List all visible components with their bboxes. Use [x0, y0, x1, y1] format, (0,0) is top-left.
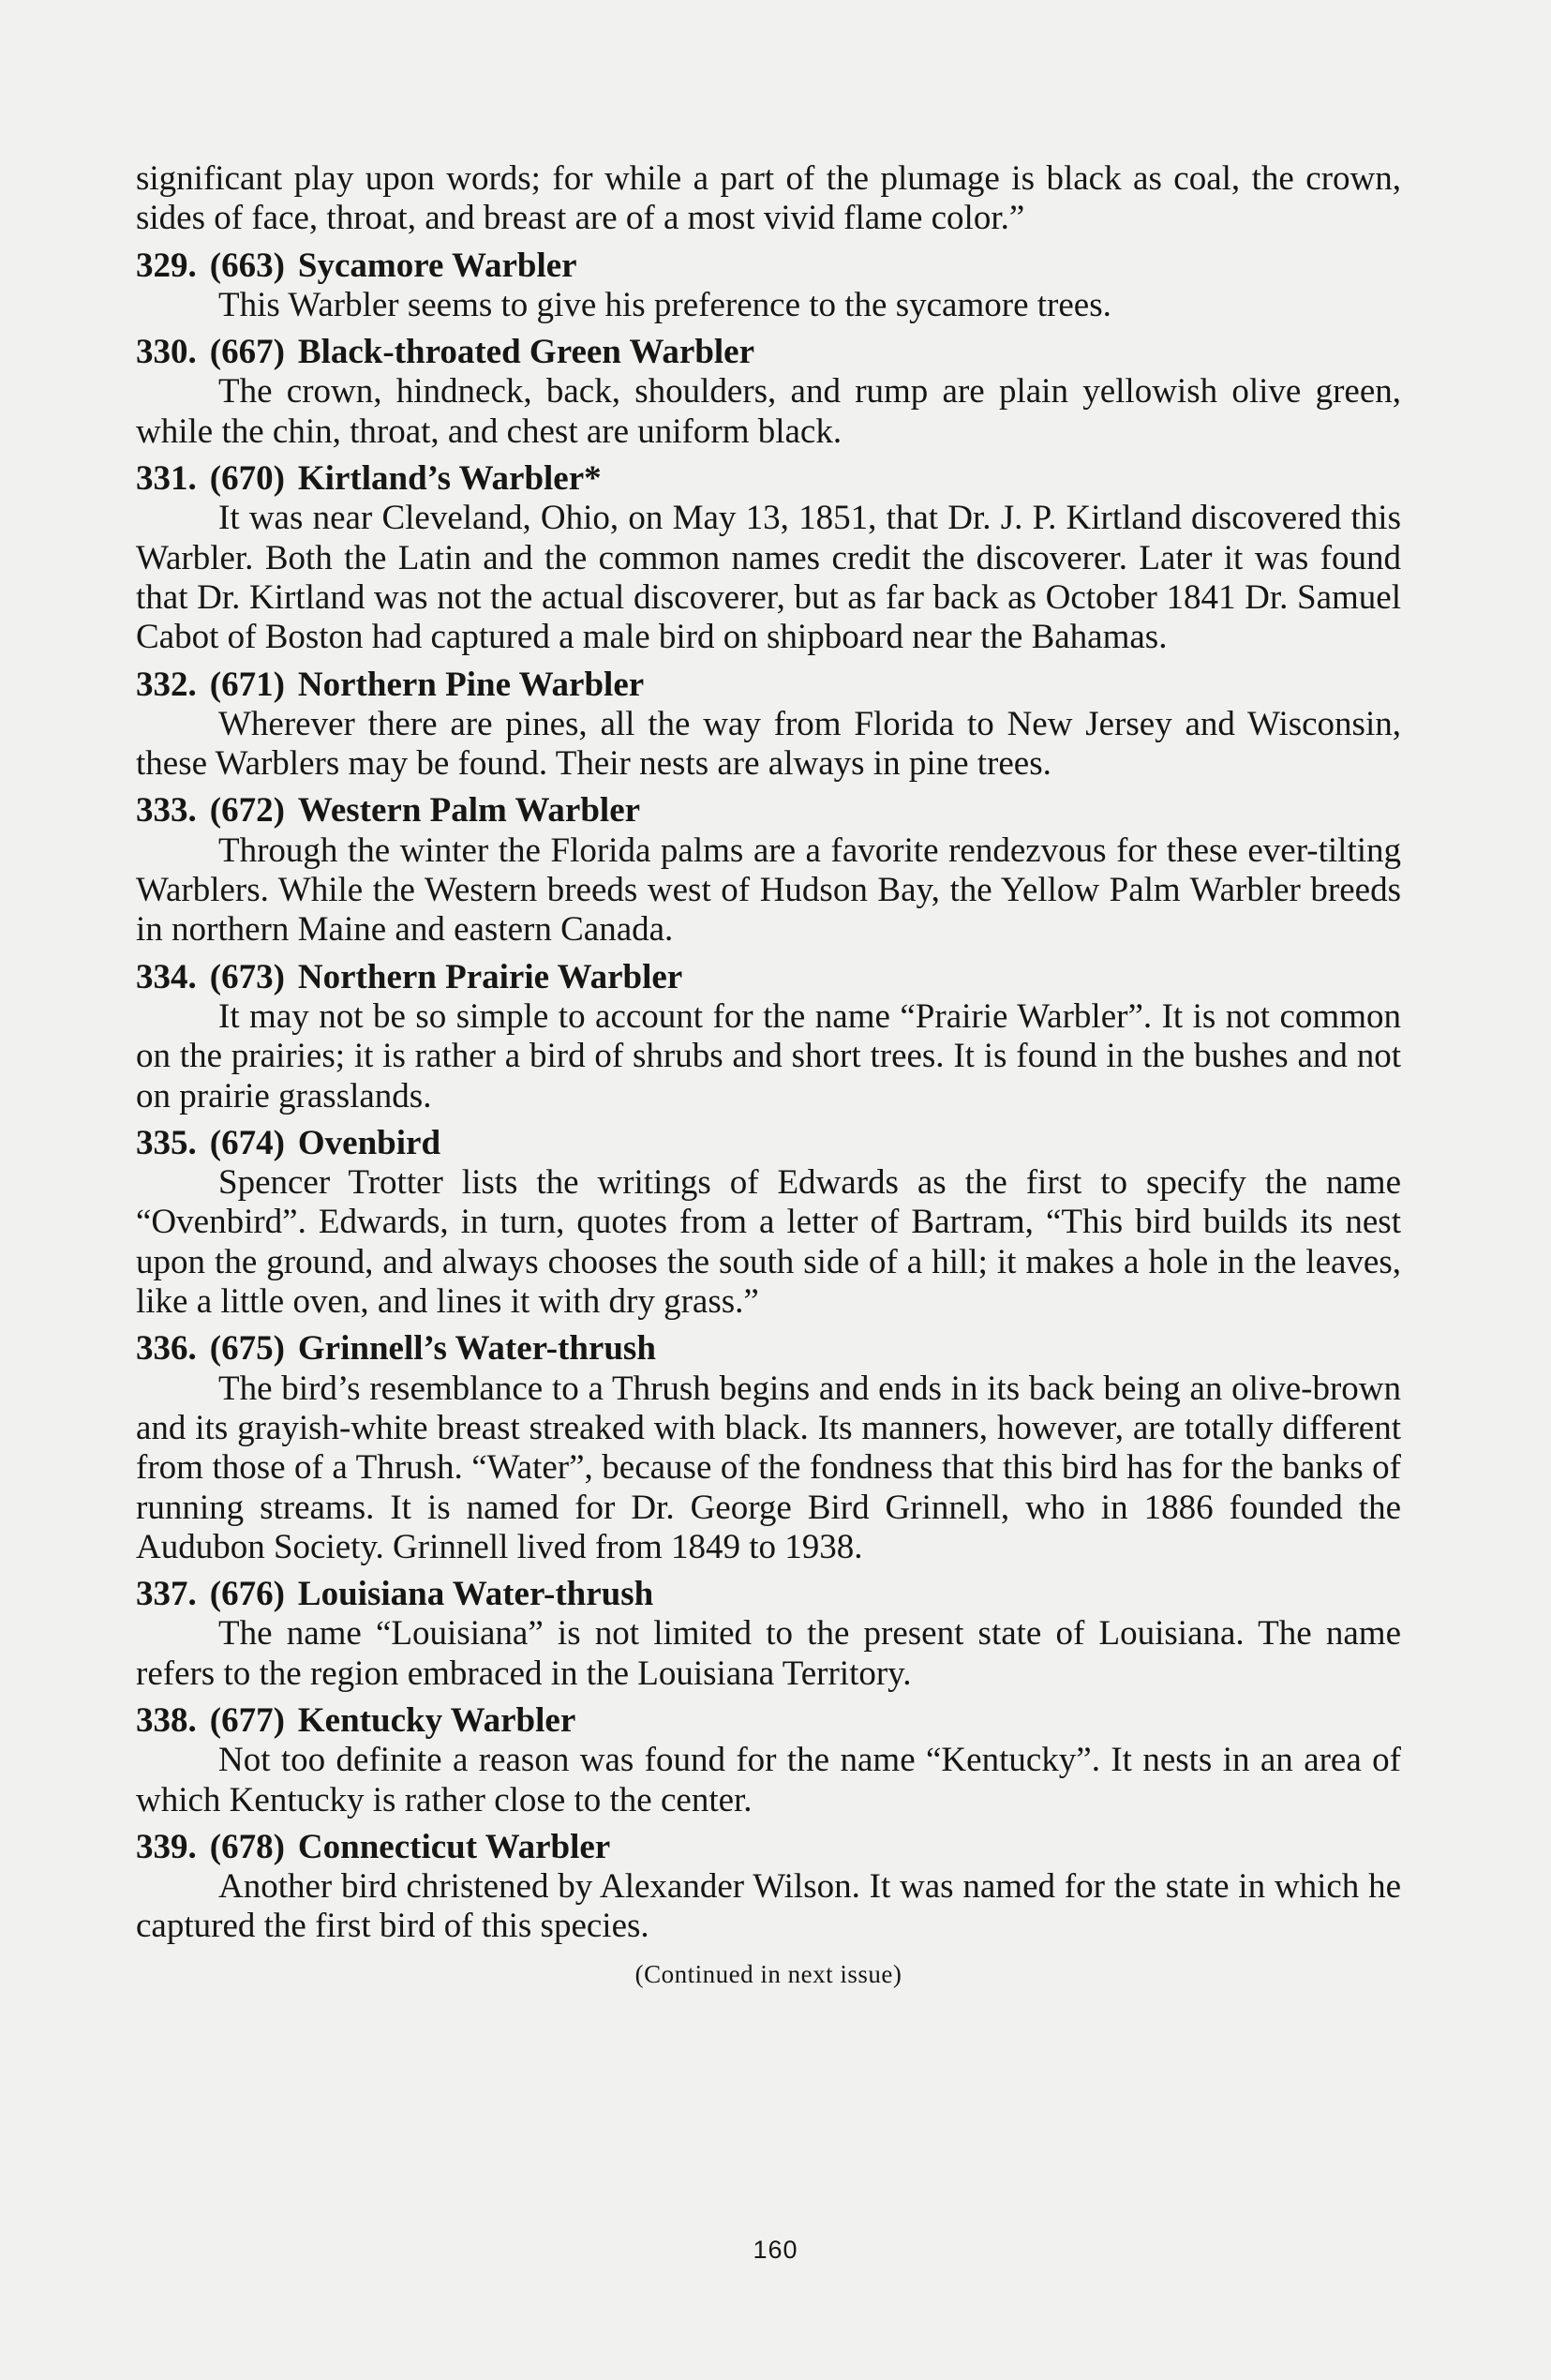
- entry-number: 338.: [136, 1700, 197, 1740]
- entry-code: (667): [209, 333, 285, 372]
- entry-number: 329.: [136, 246, 197, 285]
- entry-name: Connecticut Warbler: [297, 1827, 611, 1866]
- entry-number: 337.: [136, 1575, 197, 1614]
- entry-code: (670): [209, 459, 285, 499]
- entry-name: Kentucky Warbler: [297, 1700, 576, 1740]
- entry-text: It may not be so simple to account for the name “Prairie Warbler”. It is not common on the prairies; it is rather a bird of shrubs and short trees. It is found in the bushes and not on prairie grasslands.: [136, 996, 1401, 1115]
- entry-name: Kirtland’s Warbler*: [297, 459, 602, 499]
- entry-code: (673): [209, 957, 285, 996]
- entry-name: Grinnell’s Water-thrush: [297, 1329, 656, 1369]
- entry-329: [136, 247, 1401, 326]
- entry-text: It was near Cleveland, Ohio, on May 13, 1851, that Dr. J. P. Kirtland discovered this Warbler. Both the Latin and the common names credit the discoverer. Later it was found that Dr. Kirtland was not the actual discoverer, but as far back as October 1841 Dr. Samuel Cabot of Boston had captured a male bird on shipboard near the Bahamas.: [136, 499, 1401, 657]
- entry-code: (676): [209, 1575, 285, 1614]
- entry-338: [136, 1701, 1401, 1820]
- entry-code: (678): [209, 1827, 285, 1866]
- entry-number: 332.: [136, 665, 197, 704]
- entry-code: (672): [209, 791, 285, 831]
- entry-331: [136, 459, 1401, 657]
- entry-heading: [136, 791, 1401, 831]
- entry-name: Northern Prairie Warbler: [297, 957, 683, 996]
- entry-code: (663): [209, 246, 285, 285]
- page-number: 160: [753, 2236, 798, 2264]
- entry-number: 335.: [136, 1123, 197, 1162]
- entry-339: [136, 1828, 1401, 1947]
- entry-number: 333.: [136, 791, 197, 831]
- entry-text: Not too definite a reason was found for the name “Kentucky”. It nests in an area of which Kentucky is rather close to the center.: [136, 1741, 1401, 1819]
- entry-text: The crown, hindneck, back, shoulders, and rump are plain yellowish olive green, while the chin, throat, and chest are uniform black.: [136, 372, 1401, 451]
- article-body: [136, 159, 1401, 1994]
- entry-heading: [136, 333, 1401, 372]
- entry-334: [136, 958, 1401, 1116]
- entry-number: 330.: [136, 333, 197, 372]
- entry-heading: [136, 1828, 1401, 1867]
- continued-note: (Continued in next issue): [634, 1959, 902, 1988]
- entry-text: Wherever there are pines, all the way from Florida to New Jersey and Wisconsin, these Warblers may be found. Their nests are always in pine trees.: [136, 704, 1401, 784]
- entry-name: Sycamore Warbler: [297, 246, 577, 285]
- entry-337: [136, 1575, 1401, 1694]
- entry-text: Through the winter the Florida palms are a favorite rendezvous for these ever-tilting Warblers. While the Western breeds west of Hudson Bay, the Yellow Palm Warbler breeds in northern Maine and eastern Canada.: [136, 831, 1401, 950]
- entry-335: [136, 1124, 1401, 1322]
- entry-heading: [136, 1329, 1401, 1369]
- entry-name: Ovenbird: [297, 1123, 441, 1162]
- entry-name: Louisiana Water-thrush: [297, 1575, 654, 1614]
- entry-333: [136, 791, 1401, 950]
- entry-name: Western Palm Warbler: [297, 791, 641, 831]
- entry-number: 336.: [136, 1329, 197, 1369]
- entry-text: The bird’s resemblance to a Thrush begins and ends in its back being an olive-brown and its grayish-white breast streaked with black. Its manners, however, are totally different from those of a Thrush. “Water”, because of the fondness that this bird has for the banks of running streams. It is named for Dr. George Bird Grinnell, who in 1886 founded the Audubon Society. Grinnell lived from 1849 to 1938.: [136, 1369, 1401, 1566]
- entry-text: Spencer Trotter lists the writings of Edwards as the first to specify the name “Ovenbird”. Edwards, in turn, quotes from a letter of Bartram, “This bird builds its nest upon the ground, and always chooses the south side of a hill; it makes a hole in the leaves, like a little oven, and lines it with dry grass.”: [136, 1163, 1401, 1322]
- entry-heading: [136, 1575, 1401, 1614]
- entry-heading: [136, 459, 1401, 499]
- entry-code: (675): [209, 1329, 285, 1369]
- entry-332: [136, 666, 1401, 785]
- entry-330: [136, 333, 1401, 452]
- entry-number: 331.: [136, 459, 197, 499]
- entry-text: The name “Louisiana” is not limited to the present state of Louisiana. The name refers to the region embraced in the Louisiana Territory.: [136, 1614, 1401, 1693]
- entry-heading: [136, 1701, 1401, 1741]
- entry-number: 339.: [136, 1827, 197, 1866]
- entry-number: 334.: [136, 957, 197, 996]
- entry-text: Another bird christened by Alexander Wilson. It was named for the state in which he captured the first bird of this species.: [136, 1867, 1401, 1946]
- intro-paragraph: significant play upon words; for while a part of the plumage is black as coal, the crown, sides of face, throat, and breast are of a most vivid flame color.”: [136, 159, 1401, 238]
- entry-text: This Warbler seems to give his preference to the sycamore trees.: [218, 285, 1111, 324]
- entry-name: Black-throated Green Warbler: [297, 333, 755, 372]
- entry-heading: [136, 958, 1401, 997]
- entry-336: [136, 1329, 1401, 1567]
- entry-heading: [136, 666, 1401, 705]
- entry-name: Northern Pine Warbler: [297, 665, 645, 704]
- entry-code: (671): [209, 665, 285, 704]
- entry-code: (674): [209, 1123, 285, 1162]
- entry-heading: [136, 1124, 1401, 1163]
- entry-heading: [136, 247, 1401, 286]
- entry-code: (677): [209, 1700, 285, 1740]
